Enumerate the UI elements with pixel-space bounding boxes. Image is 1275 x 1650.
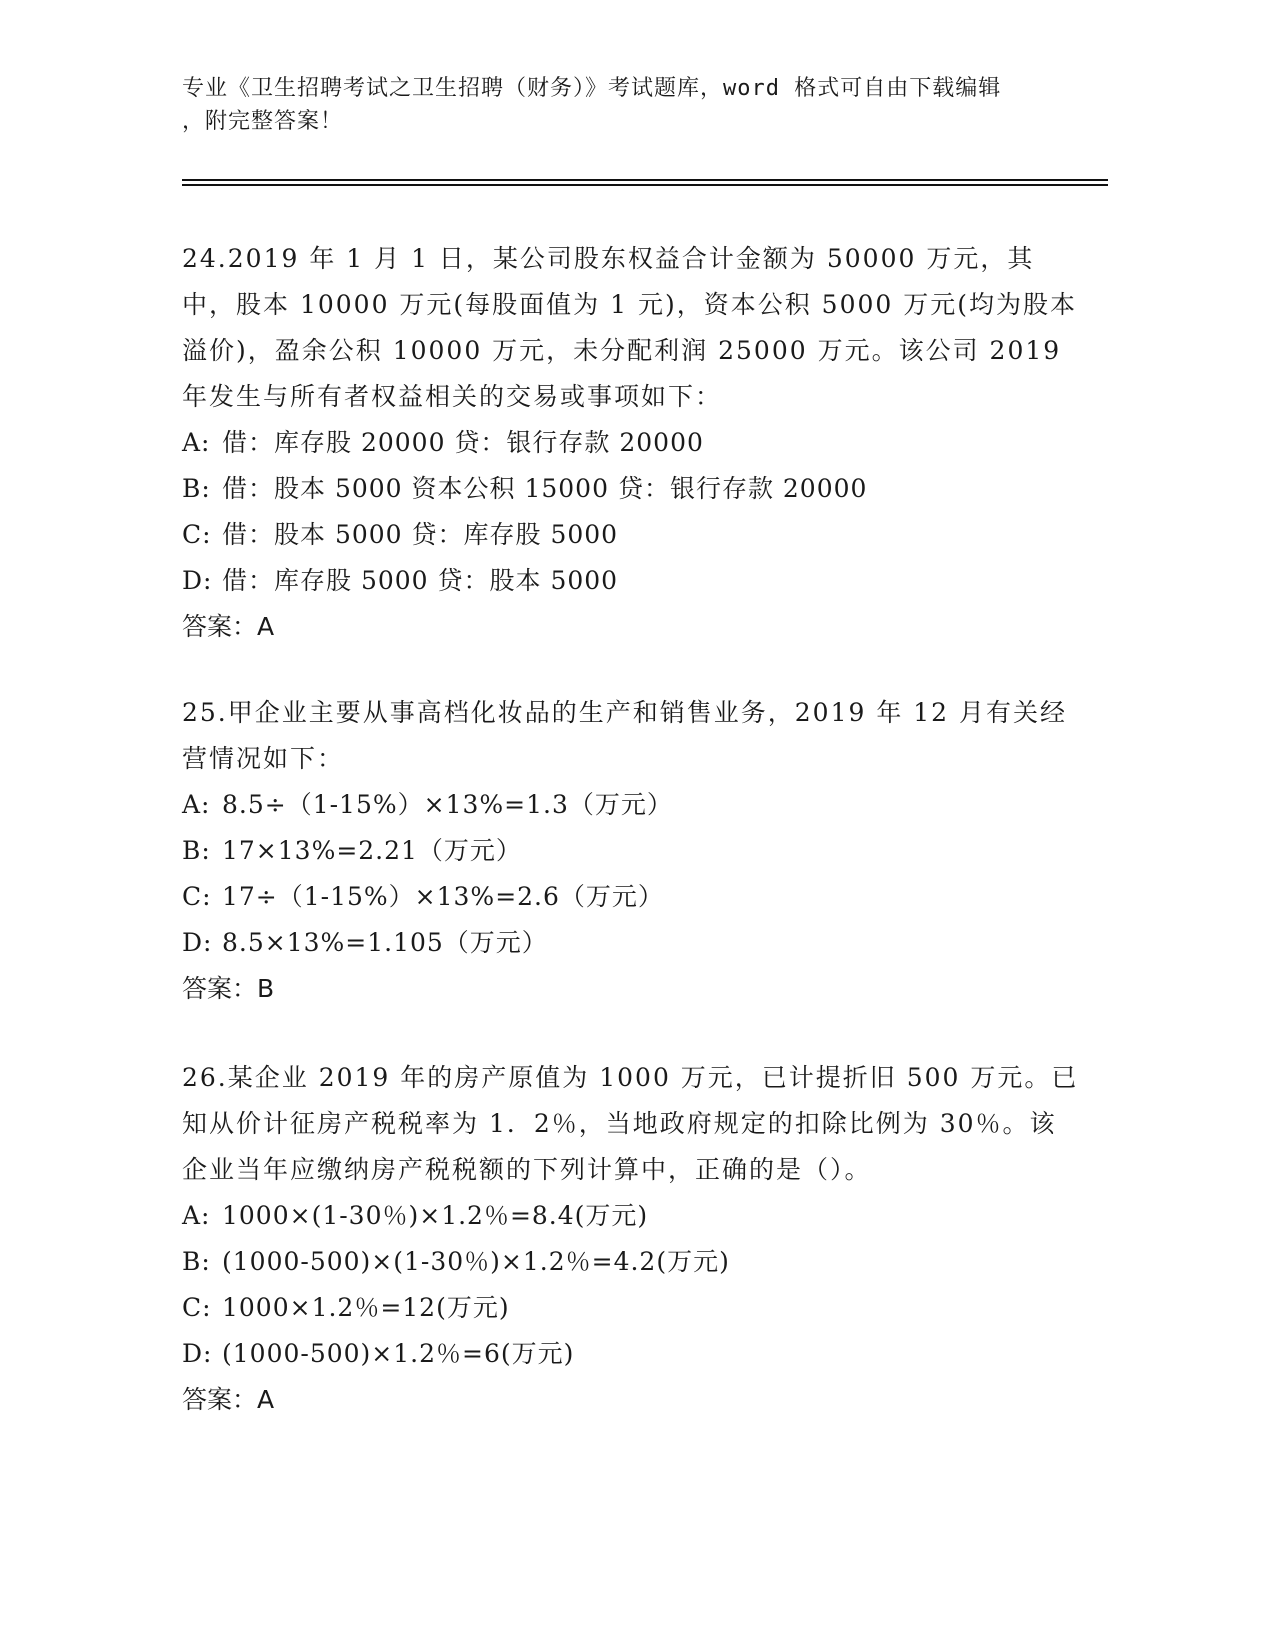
header-line-1: 专业《卫生招聘考试之卫生招聘（财务）》考试题库，word 格式可自由下载编辑 xyxy=(182,76,1002,101)
question-stem: 24.2019 年 1 月 1 日，某公司股东权益合计金额为 50000 万元，其中，股本 10000 万元(每股面值为 1 元)，资本公积 5000 万元(均为股本溢价)，盈余公积 10000 万元，未分配利润 25000 万元。该公司 2019 年发生与所有者权益相关的交易或事项如下： xyxy=(182,244,1078,411)
option-text: 借：库存股 5000 贷：股本 5000 xyxy=(222,566,619,595)
option-letter: B: xyxy=(182,836,211,865)
option-b xyxy=(182,828,1082,874)
option-letter: B: xyxy=(182,474,211,503)
option-text: 1000×(1-30％)×1.2％=8.4(万元) xyxy=(222,1201,649,1230)
option-a xyxy=(182,1193,1082,1239)
option-letter: A: xyxy=(182,428,211,457)
option-a xyxy=(182,420,1082,466)
option-letter: C: xyxy=(182,882,212,911)
answer-line: 答案：A xyxy=(182,1385,275,1414)
option-a xyxy=(182,782,1082,828)
question-stem: 26.某企业 2019 年的房产原值为 1000 万元，已计提折旧 500 万元。已知从价计征房产税税率为 1．2％，当地政府规定的扣除比例为 30％。该企业当年应缴纳房产税税额的下列计算中，正确的是（）。 xyxy=(182,1063,1079,1184)
option-letter: D: xyxy=(182,566,213,595)
option-letter: A: xyxy=(182,1201,211,1230)
option-text: 8.5÷（1-15%）×13%=1.3（万元） xyxy=(222,790,673,819)
option-d xyxy=(182,558,1082,604)
option-text: 1000×1.2％=12(万元) xyxy=(222,1293,510,1322)
answer-line: 答案：B xyxy=(182,974,275,1003)
option-c xyxy=(182,512,1082,558)
document-header xyxy=(182,72,1082,138)
question-26 xyxy=(182,1055,1082,1423)
question-24 xyxy=(182,236,1082,650)
option-text: (1000-500)×(1-30％)×1.2％=4.2(万元) xyxy=(222,1247,730,1276)
option-letter: B: xyxy=(182,1247,211,1276)
header-divider-bottom xyxy=(182,184,1108,186)
option-list xyxy=(182,420,1082,604)
option-text: 借：股本 5000 资本公积 15000 贷：银行存款 20000 xyxy=(222,474,868,503)
option-letter: D: xyxy=(182,928,213,957)
option-c xyxy=(182,874,1082,920)
answer-line: 答案：A xyxy=(182,612,275,641)
option-text: 借：库存股 20000 贷：银行存款 20000 xyxy=(222,428,704,457)
question-25 xyxy=(182,690,1082,1012)
option-letter: C: xyxy=(182,520,212,549)
option-letter: C: xyxy=(182,1293,212,1322)
option-letter: A: xyxy=(182,790,211,819)
option-letter: D: xyxy=(182,1339,213,1368)
option-list xyxy=(182,782,1082,966)
option-d xyxy=(182,920,1082,966)
option-text: 8.5×13%=1.105（万元） xyxy=(222,928,548,957)
option-d xyxy=(182,1331,1082,1377)
question-stem: 25.甲企业主要从事高档化妆品的生产和销售业务，2019 年 12 月有关经营情况如下： xyxy=(182,698,1068,773)
option-text: (1000-500)×1.2％=6(万元) xyxy=(222,1339,575,1368)
option-text: 17×13%=2.21（万元） xyxy=(222,836,522,865)
header-divider-top xyxy=(182,179,1108,181)
option-b xyxy=(182,466,1082,512)
option-text: 借：股本 5000 贷：库存股 5000 xyxy=(222,520,619,549)
option-list xyxy=(182,1193,1082,1377)
option-c xyxy=(182,1285,1082,1331)
option-b xyxy=(182,1239,1082,1285)
header-line-2: ，附完整答案！ xyxy=(182,109,344,134)
option-text: 17÷（1-15%）×13%=2.6（万元） xyxy=(222,882,664,911)
